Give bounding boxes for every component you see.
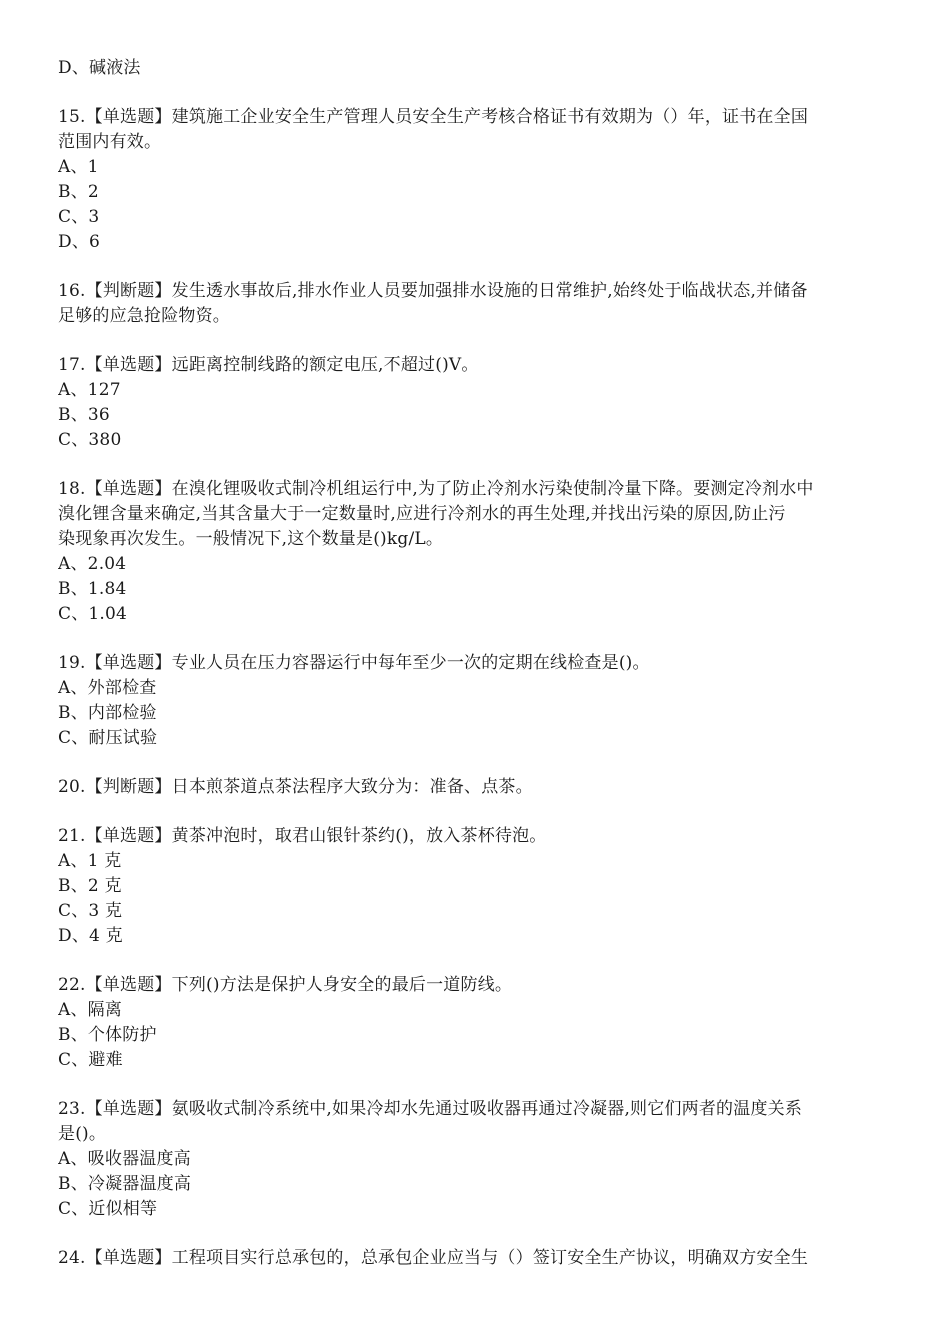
option-text: C、380 — [58, 430, 122, 450]
question-text-line: 21.【单选题】黄茶冲泡时，取君山银针茶约()，放入茶杯待泡。 — [58, 826, 547, 846]
spacer — [58, 627, 894, 651]
question-block — [58, 775, 894, 800]
question-text-line: 24.【单选题】工程项目实行总承包的，总承包企业应当与（）签订安全生产协议，明确双方安全生 — [58, 1248, 809, 1268]
question-block — [58, 105, 894, 255]
option-text: A、外部检查 — [58, 678, 157, 698]
option-text: B、冷凝器温度高 — [58, 1174, 192, 1194]
question-stem — [58, 353, 894, 378]
option-list — [58, 552, 894, 627]
option-text: A、隔离 — [58, 1000, 123, 1020]
spacer — [58, 751, 894, 775]
option-text: C、避难 — [58, 1050, 123, 1070]
question-stem — [58, 1246, 894, 1271]
question-block — [58, 353, 894, 453]
question-stem — [58, 477, 894, 552]
question-stem — [58, 824, 894, 849]
option-text: A、2.04 — [58, 554, 127, 574]
option-text: C、3 克 — [58, 901, 123, 921]
question-text-line: 溴化锂含量来确定,当其含量大于一定数量时,应进行冷剂水的再生处理,并找出污染的原因,防止污 — [58, 504, 786, 524]
question-block — [58, 477, 894, 627]
option-text: C、近似相等 — [58, 1199, 158, 1219]
question-text-line: 16.【判断题】发生透水事故后,排水作业人员要加强排水设施的日常维护,始终处于临战状态,并储备 — [58, 281, 808, 301]
question-text-line: 19.【单选题】专业人员在压力容器运行中每年至少一次的定期在线检查是()。 — [58, 653, 650, 673]
option-list — [58, 378, 894, 453]
option-text: B、内部检验 — [58, 703, 157, 723]
option-text: B、1.84 — [58, 579, 127, 599]
option-text: C、耐压试验 — [58, 728, 158, 748]
question-stem — [58, 775, 894, 800]
option-text: D、碱液法 — [58, 58, 141, 78]
option-text: B、2 — [58, 182, 99, 202]
question-stem — [58, 279, 894, 329]
previous-question-tail — [58, 56, 894, 81]
question-text-line: 18.【单选题】在溴化锂吸收式制冷机组运行中,为了防止冷剂水污染使制冷量下降。要测定冷剂水中 — [58, 479, 814, 499]
option-text: A、1 克 — [58, 851, 122, 871]
option-list — [58, 155, 894, 255]
question-text-line: 17.【单选题】远距离控制线路的额定电压,不超过()V。 — [58, 355, 479, 375]
question-block — [58, 1246, 894, 1271]
spacer — [58, 453, 894, 477]
option-text: B、个体防护 — [58, 1025, 157, 1045]
question-block — [58, 1097, 894, 1222]
question-stem — [58, 651, 894, 676]
question-text-line: 染现象再次发生。一般情况下,这个数量是()kg/L。 — [58, 529, 444, 549]
question-text-line: 范围内有效。 — [58, 132, 162, 152]
question-text-line: 22.【单选题】下列()方法是保护人身安全的最后一道防线。 — [58, 975, 513, 995]
question-text-line: 15.【单选题】建筑施工企业安全生产管理人员安全生产考核合格证书有效期为（）年，证书在全国 — [58, 107, 809, 127]
spacer — [58, 329, 894, 353]
option-text: A、吸收器温度高 — [58, 1149, 191, 1169]
question-text-line: 20.【判断题】日本煎茶道点茶法程序大致分为：准备、点茶。 — [58, 777, 533, 797]
spacer — [58, 81, 894, 105]
question-block — [58, 824, 894, 949]
question-block — [58, 651, 894, 751]
option-text: B、2 克 — [58, 876, 122, 896]
spacer — [58, 255, 894, 279]
option-text: C、3 — [58, 207, 100, 227]
option-text: D、6 — [58, 232, 101, 252]
spacer — [58, 1073, 894, 1097]
spacer — [58, 800, 894, 824]
question-text-line: 是()。 — [58, 1124, 107, 1144]
option-list — [58, 849, 894, 949]
option-list — [58, 1147, 894, 1222]
option-text: A、127 — [58, 380, 121, 400]
question-text-line: 足够的应急抢险物资。 — [58, 306, 230, 326]
spacer — [58, 1222, 894, 1246]
question-block — [58, 279, 894, 329]
option-text: D、4 克 — [58, 926, 123, 946]
option-list — [58, 676, 894, 751]
spacer — [58, 949, 894, 973]
question-stem — [58, 105, 894, 155]
question-list — [58, 56, 894, 1271]
question-text-line: 23.【单选题】氨吸收式制冷系统中,如果冷却水先通过吸收器再通过冷凝器,则它们两者的温度关系 — [58, 1099, 803, 1119]
question-stem — [58, 1097, 894, 1147]
question-stem — [58, 973, 894, 998]
option-text: C、1.04 — [58, 604, 128, 624]
question-block — [58, 973, 894, 1073]
option-text: A、1 — [58, 157, 99, 177]
option-list — [58, 998, 894, 1073]
option-text: B、36 — [58, 405, 110, 425]
